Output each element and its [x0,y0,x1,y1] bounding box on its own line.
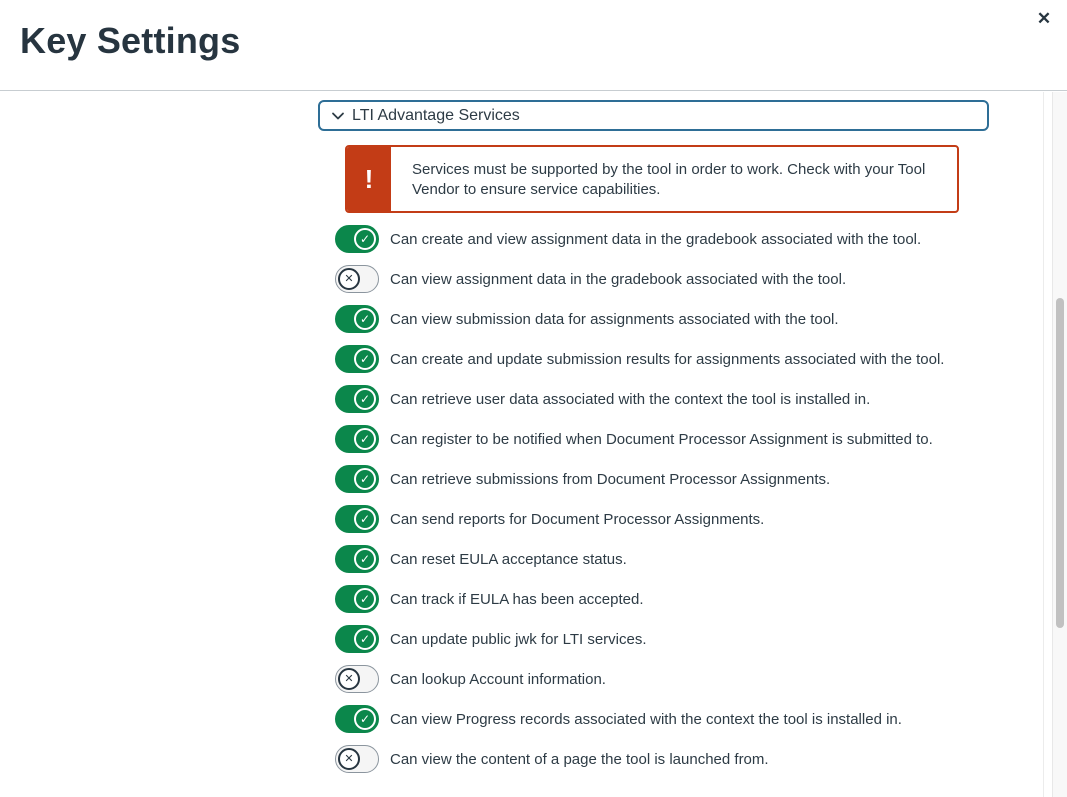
toggle-knob-icon: ✓ [354,508,376,530]
service-toggle[interactable] [335,625,379,653]
service-toggle[interactable] [335,345,379,373]
service-label: Can view assignment data in the gradebook associated with the tool. [390,270,847,288]
service-label: Can retrieve submissions from Document Processor Assignments. [390,470,831,488]
alert-text: Services must be supported by the tool in order to work. Check with your Tool Vendor to ensure service capabilities. [412,161,926,198]
section-label: LTI Advantage Services [352,106,520,124]
service-warning-alert [345,145,959,213]
service-label: Can view the content of a page the tool is launched from. [390,750,769,768]
vertical-scrollbar-thumb[interactable] [1056,298,1064,628]
service-toggle[interactable] [335,745,379,773]
service-toggle[interactable] [335,385,379,413]
toggle-knob-icon: ✕ [338,668,360,690]
service-row [335,219,1035,259]
service-row [335,619,1035,659]
toggle-knob-icon: ✓ [354,468,376,490]
service-toggle[interactable] [335,665,379,693]
service-row [335,659,1035,699]
toggle-knob-icon: ✓ [354,228,376,250]
exclamation-icon: ! [364,164,374,194]
close-icon: ✕ [1036,8,1052,28]
service-row [335,539,1035,579]
toggle-knob-icon: ✓ [354,388,376,410]
service-label: Can create and view assignment data in the gradebook associated with the tool. [390,230,922,248]
service-toggle[interactable] [335,425,379,453]
services-list [335,219,1035,779]
toggle-knob-icon: ✓ [354,428,376,450]
service-row [335,339,1035,379]
toggle-knob-icon: ✓ [354,588,376,610]
service-label: Can view submission data for assignments associated with the tool. [390,310,839,328]
service-toggle[interactable] [335,225,379,253]
service-label: Can send reports for Document Processor Assignments. [390,510,765,528]
service-label: Can view Progress records associated with the context the tool is installed in. [390,710,902,728]
service-row [335,579,1035,619]
content-edge-divider [1043,92,1044,797]
toggle-knob-icon: ✓ [354,708,376,730]
alert-icon-block [347,147,391,211]
service-row [335,259,1035,299]
modal-body [0,92,1067,797]
service-toggle[interactable] [335,465,379,493]
lti-advantage-services-toggle-header[interactable] [318,100,989,131]
service-row [335,739,1035,779]
toggle-knob-icon: ✕ [338,748,360,770]
service-label: Can create and update submission results for assignments associated with the tool. [390,350,945,368]
service-row [335,459,1035,499]
service-toggle[interactable] [335,265,379,293]
toggle-knob-icon: ✕ [338,268,360,290]
service-label: Can retrieve user data associated with the context the tool is installed in. [390,390,871,408]
service-row [335,499,1035,539]
service-row [335,699,1035,739]
modal-header [0,0,1067,91]
service-row [335,379,1035,419]
service-label: Can lookup Account information. [390,670,606,688]
close-button[interactable] [1031,5,1057,31]
service-row [335,419,1035,459]
service-row [335,299,1035,339]
service-toggle[interactable] [335,585,379,613]
service-toggle[interactable] [335,705,379,733]
service-toggle[interactable] [335,505,379,533]
toggle-knob-icon: ✓ [354,308,376,330]
service-label: Can register to be notified when Document Processor Assignment is submitted to. [390,430,933,448]
service-label: Can reset EULA acceptance status. [390,550,627,568]
toggle-knob-icon: ✓ [354,628,376,650]
vertical-scrollbar-track[interactable] [1052,92,1067,797]
service-label: Can update public jwk for LTI services. [390,630,647,648]
service-label: Can track if EULA has been accepted. [390,590,644,608]
service-toggle[interactable] [335,545,379,573]
page-title: Key Settings [20,20,241,61]
chevron-down-icon [330,108,346,124]
service-toggle[interactable] [335,305,379,333]
toggle-knob-icon: ✓ [354,348,376,370]
toggle-knob-icon: ✓ [354,548,376,570]
